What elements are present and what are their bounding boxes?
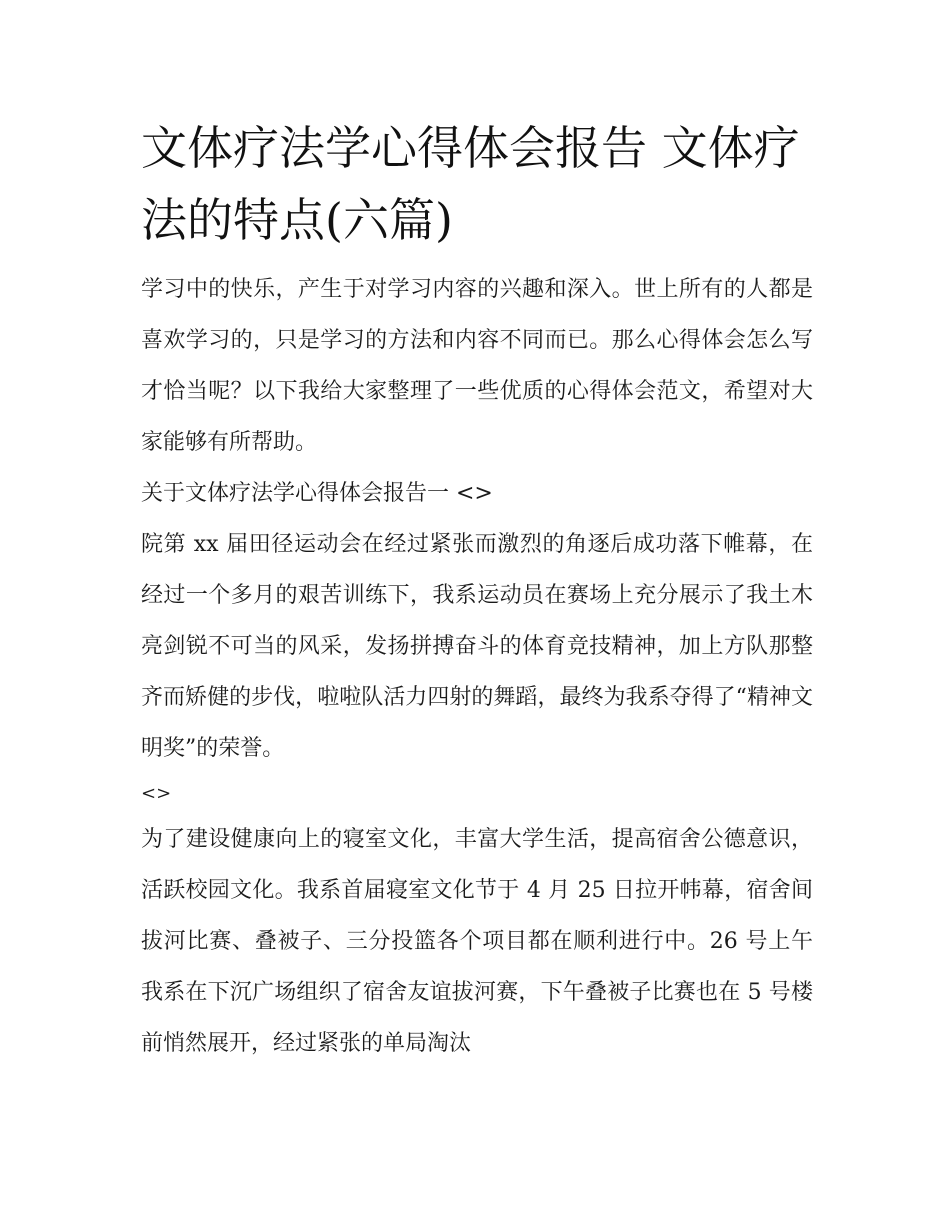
sports-meet-paragraph: 院第 xx 届田径运动会在经过紧张而激烈的角逐后成功落下帷幕，在经过一个多月的艰苦训练下，我系运动员在赛场上充分展示了我土木亮剑锐不可当的风采，发扬拼搏奋斗的体育竞技精神，加上方队那整齐而矫健的步伐，啦啦队活力四射的舞蹈，最终为我系夺得了“精神文明奖”的荣誉。 [141,532,813,761]
document-body [141,264,813,1069]
intro-paragraph: 学习中的快乐，产生于对学习内容的兴趣和深入。世上所有的人都是喜欢学习的，只是学习的方法和内容不同而已。那么心得体会怎么写才恰当呢？以下我给大家整理了一些优质的心得体会范文，希望对大家能够有所帮助。 [141,277,813,455]
placeholder-marker: <> [141,783,172,804]
document-title: 文体疗法学心得体会报告 文体疗法的特点(六篇) [141,121,800,247]
dorm-culture-paragraph: 为了建设健康向上的寝室文化，丰富大学生活，提高宿舍公德意识，活跃校园文化。我系首届寝室文化节于 4 月 25 日拉开帏幕，宿舍间拔河比赛、叠被子、三分投篮各个项目都在顺利进行中。26 号上午我系在下沉广场组织了宿舍友谊拔河赛，下午叠被子比赛也在 5 号楼前悄然展开，经过紧张的单局淘汰 [141,827,813,1056]
document-page [141,112,813,1069]
section-heading: 关于文体疗法学心得体会报告一 <> [141,481,493,506]
